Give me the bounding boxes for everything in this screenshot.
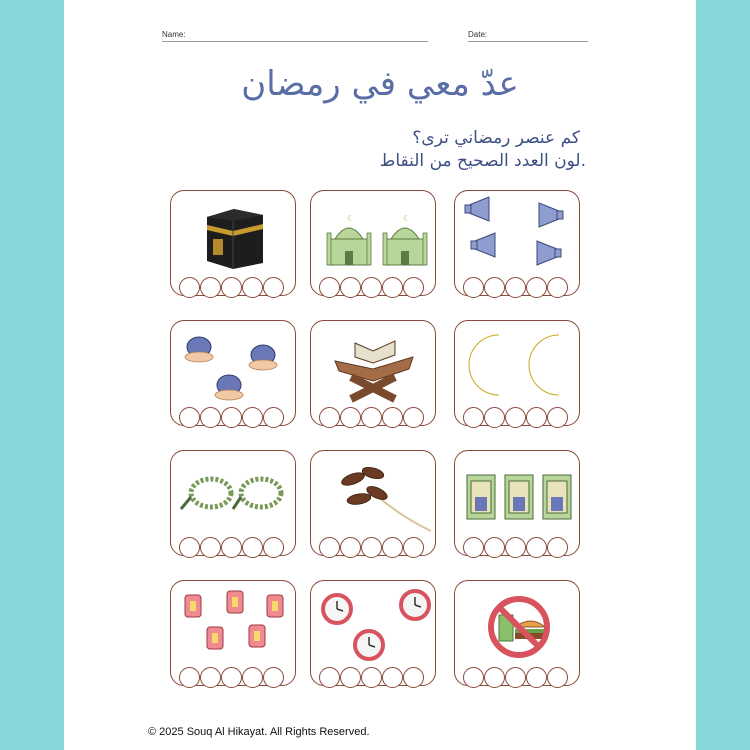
count-dot[interactable] [526,407,547,428]
money-bag-icon [171,321,297,407]
count-dot[interactable] [319,667,340,688]
count-dot[interactable] [179,277,200,298]
count-dot[interactable] [319,537,340,558]
dot-row [463,537,568,558]
count-dot[interactable] [484,667,505,688]
no-food-icon [455,581,581,667]
alarm-clock-icon [311,581,437,667]
count-dot[interactable] [382,537,403,558]
dot-row [179,407,284,428]
count-dot[interactable] [361,407,382,428]
card-lantern [170,580,296,686]
count-dot[interactable] [242,277,263,298]
count-dot[interactable] [200,537,221,558]
card-dates [310,450,436,556]
count-dot[interactable] [463,537,484,558]
count-dot[interactable] [382,277,403,298]
count-dot[interactable] [263,407,284,428]
count-dot[interactable] [403,407,424,428]
count-dot[interactable] [526,537,547,558]
svg-text:☾: ☾ [403,214,411,223]
instruction-line-2: لون العدد الصحيح من النقاط. [379,151,586,171]
count-dot[interactable] [263,667,284,688]
card-megaphone [454,190,580,296]
count-dot[interactable] [463,667,484,688]
dates-icon [311,451,437,537]
count-dot[interactable] [319,407,340,428]
prayer-beads-icon [171,451,297,537]
dot-row [319,537,424,558]
mosque-icon [311,191,437,277]
dot-row [179,667,284,688]
count-dot[interactable] [547,537,568,558]
megaphone-icon [455,191,581,277]
prayer-rug-icon [455,451,581,537]
count-dot[interactable] [505,277,526,298]
count-dot[interactable] [382,667,403,688]
copyright-footer: © 2025 Souq Al Hikayat. All Rights Reserved. [148,726,370,738]
count-dot[interactable] [340,407,361,428]
count-dot[interactable] [547,667,568,688]
count-dot[interactable] [505,537,526,558]
card-prayer-beads [170,450,296,556]
dot-row [179,277,284,298]
date-label: Date: [468,30,488,39]
count-dot[interactable] [200,667,221,688]
count-dot[interactable] [361,277,382,298]
count-dot[interactable] [361,667,382,688]
count-dot[interactable] [221,407,242,428]
card-alarm-clock [310,580,436,686]
dot-row [463,667,568,688]
count-dot[interactable] [340,277,361,298]
card-no-food [454,580,580,686]
svg-text:☾: ☾ [347,214,355,223]
count-dot[interactable] [361,537,382,558]
count-dot[interactable] [263,537,284,558]
count-dot[interactable] [340,537,361,558]
count-dot[interactable] [526,667,547,688]
card-prayer-rug [454,450,580,556]
count-dot[interactable] [382,407,403,428]
name-label: Name: [162,30,186,39]
count-dot[interactable] [463,277,484,298]
count-dot[interactable] [463,407,484,428]
dot-row [179,537,284,558]
lantern-icon [171,581,297,667]
count-dot[interactable] [484,277,505,298]
count-dot[interactable] [221,277,242,298]
date-line [468,41,588,42]
dot-row [463,277,568,298]
count-dot[interactable] [179,667,200,688]
dot-row [319,407,424,428]
count-dot[interactable] [484,407,505,428]
crescent-moon-icon [455,321,581,407]
instruction-line-1: كم عنصر رمضاني ترى؟ [412,128,580,148]
count-dot[interactable] [505,667,526,688]
count-dot[interactable] [221,537,242,558]
count-dot[interactable] [484,537,505,558]
card-mosque [310,190,436,296]
card-money-bag [170,320,296,426]
card-crescent [454,320,580,426]
count-dot[interactable] [340,667,361,688]
quran-stand-icon [311,321,437,407]
count-dot[interactable] [242,667,263,688]
count-dot[interactable] [547,277,568,298]
page-title: عدّ معي في رمضان [241,64,519,104]
count-dot[interactable] [221,667,242,688]
kaaba-icon [171,191,297,277]
worksheet-page [64,0,696,750]
count-dot[interactable] [403,667,424,688]
name-line [162,41,428,42]
count-dot[interactable] [200,407,221,428]
count-dot[interactable] [403,537,424,558]
count-dot[interactable] [179,537,200,558]
count-dot[interactable] [179,407,200,428]
count-dot[interactable] [505,407,526,428]
count-dot[interactable] [526,277,547,298]
count-dot[interactable] [263,277,284,298]
dot-row [463,407,568,428]
count-dot[interactable] [200,277,221,298]
dot-row [319,667,424,688]
card-quran-stand [310,320,436,426]
count-dot[interactable] [319,277,340,298]
card-kaaba [170,190,296,296]
count-dot[interactable] [547,407,568,428]
count-dot[interactable] [242,537,263,558]
dot-row [319,277,424,298]
count-dot[interactable] [242,407,263,428]
count-dot[interactable] [403,277,424,298]
